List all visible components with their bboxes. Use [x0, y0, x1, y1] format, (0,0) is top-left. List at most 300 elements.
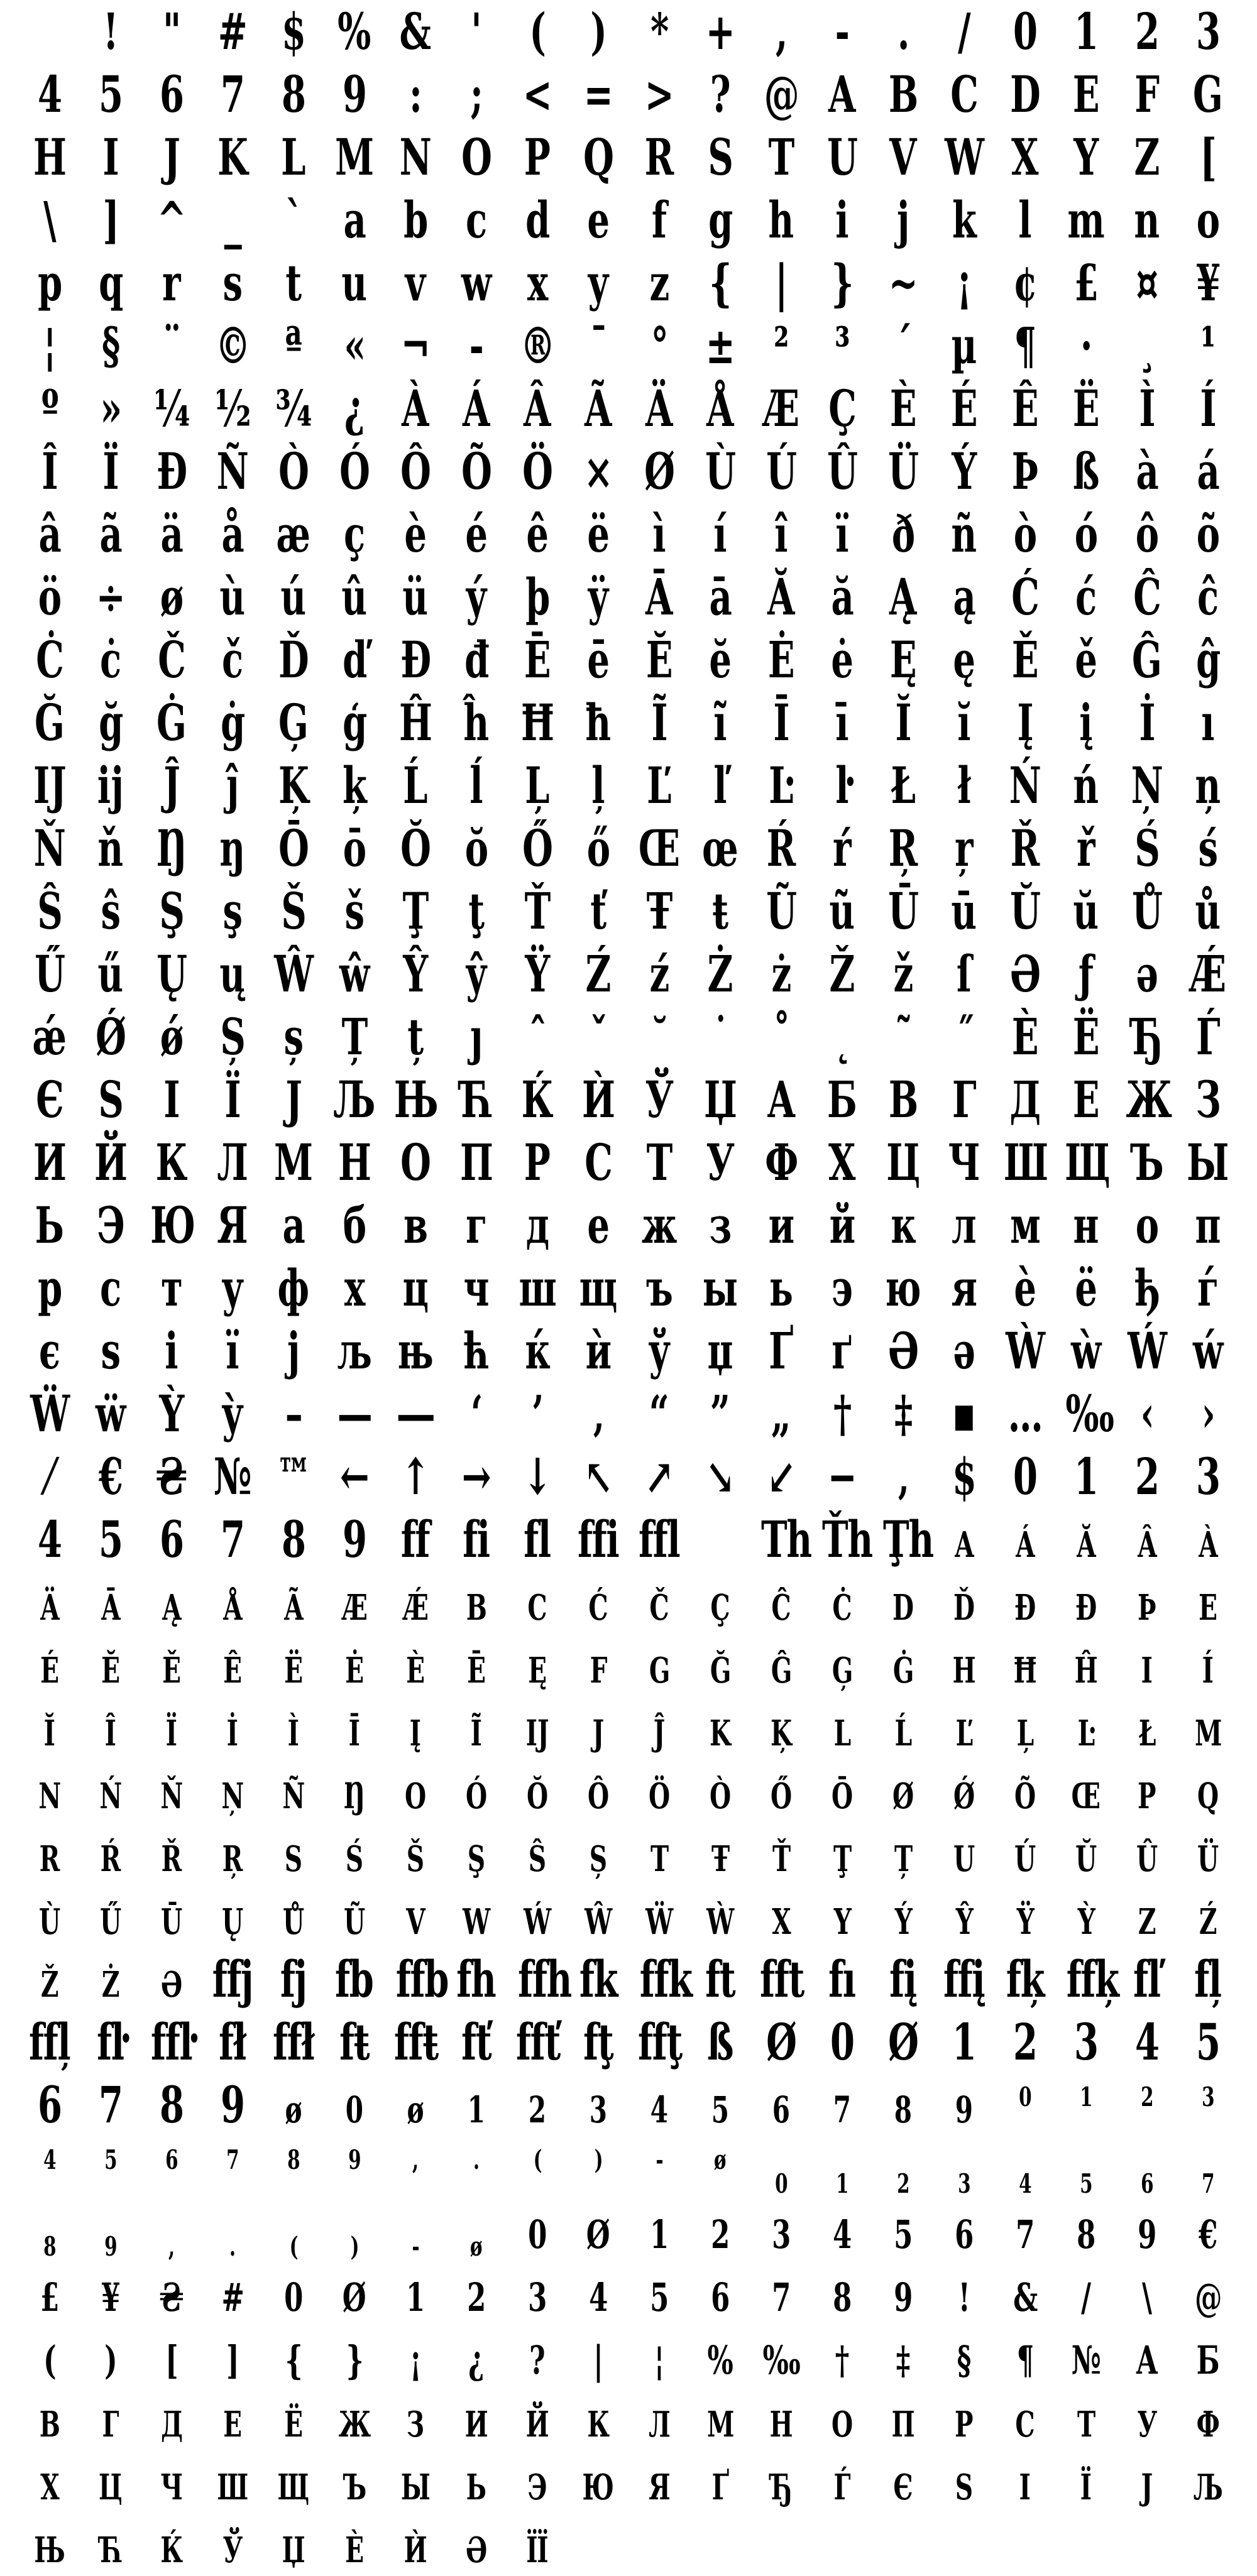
- glyph-cell: [507, 1508, 568, 1571]
- glyph-cell: [689, 2011, 750, 2073]
- glyph: I: [102, 128, 118, 187]
- glyph: k: [952, 190, 976, 249]
- glyph: ъ: [645, 1258, 672, 1318]
- glyph-cell: [1177, 1822, 1238, 1891]
- glyph-cell: [324, 440, 385, 503]
- glyph: ffb: [395, 1950, 448, 2009]
- glyph-cell: [446, 2136, 507, 2208]
- glyph: Ē: [524, 630, 551, 689]
- glyph: ĳ: [97, 756, 123, 815]
- glyph: #: [217, 2, 247, 61]
- glyph-cell: [80, 1822, 141, 1891]
- glyph: 2: [1134, 2, 1159, 61]
- glyph: ―: [398, 1384, 432, 1443]
- glyph-cell: [1055, 2262, 1116, 2329]
- glyph-cell: [507, 1319, 568, 1382]
- glyph-cell: [385, 2011, 446, 2073]
- glyph: Э: [527, 2467, 547, 2508]
- glyph-cell: [141, 2513, 202, 2576]
- glyph: ?: [710, 65, 730, 124]
- glyph: -: [469, 316, 483, 375]
- glyph-cell: [628, 188, 689, 251]
- glyph: Ĕ: [645, 630, 672, 689]
- glyph: Ø: [892, 1776, 913, 1817]
- glyph-cell: [689, 503, 750, 565]
- glyph-cell: [1116, 63, 1177, 126]
- glyph: ä: [160, 505, 182, 564]
- glyph: Ы: [400, 2467, 430, 2508]
- glyph-cell: [1055, 63, 1116, 126]
- glyph-cell: [80, 251, 141, 314]
- glyph: 0: [528, 2212, 546, 2257]
- glyph: Į: [410, 1713, 420, 1754]
- glyph-cell: [446, 0, 507, 63]
- glyph-cell: [811, 1068, 872, 1131]
- glyph: Đ: [400, 630, 431, 689]
- glyph-cell: [628, 1696, 689, 1765]
- glyph-cell: [141, 1319, 202, 1382]
- glyph-cell: [507, 126, 568, 188]
- glyph-cell: [202, 691, 263, 754]
- glyph-cell: [202, 126, 263, 188]
- glyph-cell: [811, 440, 872, 503]
- glyph: Ņ: [221, 1776, 243, 1817]
- glyph-cell: [933, 2011, 994, 2073]
- glyph-cell: [324, 1571, 385, 1639]
- glyph-row: [19, 126, 1238, 188]
- glyph-cell: [446, 754, 507, 817]
- glyph-cell: [811, 880, 872, 942]
- glyph-cell: [1116, 2262, 1177, 2329]
- glyph-cell: [1055, 1508, 1116, 1576]
- glyph-cell: [1177, 2011, 1238, 2073]
- glyph: z: [649, 253, 669, 312]
- glyph: ł: [957, 756, 970, 815]
- glyph: и: [768, 1196, 794, 1255]
- glyph: Ĭ: [895, 693, 911, 752]
- glyph-cell: [628, 754, 689, 817]
- glyph: Ґ: [769, 1321, 793, 1380]
- glyph-cell: [446, 1508, 507, 1571]
- glyph-cell: [994, 1634, 1055, 1702]
- glyph-row: [19, 2073, 1238, 2136]
- glyph-row: [19, 1131, 1238, 1194]
- glyph-cell: [1055, 691, 1116, 754]
- glyph: 0: [830, 2012, 854, 2071]
- glyph-cell: [263, 1382, 324, 1445]
- glyph-cell: [263, 1131, 324, 1194]
- glyph-cell: [689, 1948, 750, 2011]
- glyph: Í: [1200, 379, 1216, 438]
- glyph: ґ: [831, 1321, 853, 1380]
- glyph-cell: [1055, 1445, 1116, 1508]
- glyph: ): [590, 2, 607, 61]
- glyph: N: [399, 128, 431, 187]
- glyph-cell: [141, 1696, 202, 1765]
- glyph: [: [165, 2337, 178, 2383]
- glyph-cell: [750, 2011, 811, 2073]
- glyph-cell: [811, 2325, 872, 2392]
- glyph-cell: [811, 2450, 872, 2519]
- glyph-cell: [689, 2199, 750, 2266]
- glyph: Ќ: [160, 2530, 182, 2571]
- glyph: 2: [1140, 2082, 1153, 2112]
- glyph: ħ: [585, 693, 611, 752]
- glyph-cell: [568, 1634, 628, 1702]
- glyph-cell: [872, 2199, 933, 2266]
- glyph-cell: [507, 314, 568, 377]
- glyph: ь: [769, 1258, 793, 1318]
- glyph-cell: [1116, 1131, 1177, 1194]
- glyph: н: [1073, 1196, 1099, 1255]
- glyph-cell: [933, 188, 994, 251]
- glyph-cell: [811, 1696, 872, 1765]
- glyph-cell: [872, 2325, 933, 2392]
- glyph: ó: [1074, 505, 1097, 564]
- glyph: №: [213, 1447, 251, 1506]
- glyph: ā: [709, 567, 731, 626]
- glyph: ŝ: [101, 881, 120, 941]
- glyph-cell: [263, 1445, 324, 1508]
- glyph-cell: [324, 1194, 385, 1257]
- glyph-cell: [872, 1005, 933, 1068]
- glyph: ‚: [897, 1447, 909, 1506]
- glyph-cell: [19, 1257, 80, 1319]
- glyph: П: [891, 2404, 914, 2445]
- glyph: ě: [1075, 630, 1097, 689]
- glyph: Q: [583, 128, 613, 187]
- glyph-cell: [689, 1068, 750, 1131]
- glyph-cell: [750, 1759, 811, 1828]
- glyph: D: [1009, 65, 1040, 124]
- glyph-cell: [568, 1885, 628, 1953]
- glyph-cell: [202, 2388, 263, 2456]
- glyph: C: [950, 65, 978, 124]
- glyph: ћ: [463, 1321, 489, 1380]
- glyph-cell: [628, 942, 689, 1005]
- glyph: ´: [894, 316, 911, 375]
- glyph-cell: [80, 628, 141, 691]
- glyph: Ű: [34, 944, 65, 1003]
- glyph: q: [98, 253, 123, 312]
- glyph: щ: [579, 1258, 617, 1318]
- glyph-cell: [263, 0, 324, 63]
- glyph: Њ: [393, 1070, 438, 1129]
- glyph: з: [709, 1196, 731, 1255]
- glyph-cell: [19, 126, 80, 188]
- glyph: ø: [407, 2088, 424, 2131]
- glyph: ↑: [400, 1447, 430, 1506]
- glyph-cell: [446, 1948, 507, 2011]
- glyph-cell: [750, 2450, 811, 2519]
- glyph-cell: [19, 1571, 80, 1639]
- glyph: ˇ: [590, 1007, 607, 1066]
- glyph: Ň: [160, 1776, 182, 1817]
- glyph: ): [350, 2231, 358, 2262]
- glyph-cell: [568, 1696, 628, 1765]
- glyph-cell: [1177, 251, 1238, 314]
- glyph: 8: [833, 2274, 851, 2320]
- glyph: Ə: [1009, 944, 1040, 1003]
- glyph-cell: [80, 63, 141, 126]
- glyph: à: [1136, 442, 1158, 501]
- glyph: ”: [710, 1384, 730, 1443]
- glyph: Ỳ: [159, 1384, 184, 1443]
- glyph: E: [1199, 1587, 1217, 1629]
- glyph: į: [1079, 693, 1092, 752]
- glyph-cell: [19, 1131, 80, 1194]
- glyph: !: [102, 2, 118, 61]
- glyph: ffť: [515, 2012, 560, 2071]
- glyph-row: [19, 1822, 1238, 1885]
- glyph: ˚: [772, 1007, 789, 1066]
- glyph-cell: [385, 1759, 446, 1828]
- glyph: Ŕ: [100, 1838, 121, 1880]
- glyph: Ә: [466, 2530, 486, 2571]
- glyph: Ā: [101, 1587, 120, 1629]
- glyph: Î: [41, 442, 57, 501]
- glyph-cell: [202, 0, 263, 63]
- glyph-cell: [933, 126, 994, 188]
- glyph-cell: [507, 942, 568, 1005]
- glyph: Ш: [217, 2467, 248, 2508]
- glyph-cell: [750, 2136, 811, 2208]
- glyph: 9: [342, 65, 366, 124]
- glyph-cell: [385, 251, 446, 314]
- glyph-cell: [80, 2136, 141, 2208]
- glyph: Ţ: [833, 1838, 851, 1880]
- glyph-cell: [141, 2073, 202, 2136]
- glyph-cell: [1177, 2262, 1238, 2329]
- glyph: Ј: [1141, 2467, 1153, 2508]
- glyph: ¡: [956, 253, 972, 312]
- glyph: ű: [97, 944, 123, 1003]
- glyph: Ǿ: [95, 1007, 126, 1066]
- glyph: *: [650, 2, 668, 61]
- glyph-cell: [1116, 817, 1177, 880]
- glyph-cell: [202, 1571, 263, 1639]
- glyph-cell: [994, 126, 1055, 188]
- glyph: Ъ: [343, 2467, 366, 2508]
- glyph-cell: [385, 188, 446, 251]
- glyph-cell: [872, 2011, 933, 2073]
- glyph-cell: [750, 1885, 811, 1953]
- glyph-cell: [324, 565, 385, 628]
- glyph: ı: [1201, 693, 1214, 752]
- glyph-cell: [689, 1696, 750, 1765]
- glyph: H: [952, 1650, 975, 1691]
- glyph-cell: [19, 2513, 80, 2576]
- glyph-cell: [750, 188, 811, 251]
- glyph-cell: [1116, 2011, 1177, 2073]
- glyph-cell: [446, 628, 507, 691]
- glyph: 2: [529, 2088, 546, 2131]
- glyph-cell: [141, 1005, 202, 1068]
- glyph-cell: [263, 565, 324, 628]
- glyph: ẅ: [96, 1384, 125, 1443]
- glyph: Ŷ: [955, 1901, 972, 1943]
- glyph: 1: [1073, 2, 1098, 61]
- glyph-cell: [446, 503, 507, 565]
- glyph: Н: [769, 2404, 793, 2445]
- glyph: ,: [412, 2144, 418, 2175]
- glyph-cell: [80, 1131, 141, 1194]
- glyph: P: [1138, 1776, 1156, 1817]
- glyph-cell: [872, 2136, 933, 2208]
- glyph: Ў: [222, 2530, 242, 2571]
- glyph: Є: [893, 2467, 913, 2508]
- glyph: Э: [96, 1196, 124, 1255]
- glyph: !: [958, 2274, 970, 2320]
- glyph: ⁄: [47, 1447, 52, 1506]
- glyph-cell: [628, 2136, 689, 2208]
- glyph-cell: [1055, 2011, 1116, 2073]
- glyph: Ċ: [35, 630, 63, 689]
- glyph-cell: [933, 817, 994, 880]
- glyph-row: [19, 0, 1238, 63]
- glyph-cell: [263, 1822, 324, 1891]
- glyph: у: [221, 1258, 243, 1318]
- glyph-cell: [628, 440, 689, 503]
- glyph-cell: [507, 817, 568, 880]
- glyph-cell: [689, 1822, 750, 1891]
- glyph-cell: [385, 754, 446, 817]
- glyph-cell: [507, 251, 568, 314]
- glyph: ё: [1075, 1258, 1097, 1318]
- glyph: Y: [833, 1901, 850, 1943]
- glyph-cell: [324, 1068, 385, 1131]
- glyph-cell: [1177, 1319, 1238, 1382]
- glyph: ¤: [1136, 253, 1158, 312]
- glyph-cell: [385, 691, 446, 754]
- glyph: Ĵ: [163, 756, 180, 815]
- glyph: 2: [896, 2168, 909, 2199]
- glyph-cell: [1055, 2388, 1116, 2456]
- glyph-cell: [263, 880, 324, 942]
- glyph: Ŝ: [529, 1838, 546, 1880]
- glyph-cell: [446, 440, 507, 503]
- glyph-cell: [628, 2388, 689, 2456]
- glyph-cell: [689, 126, 750, 188]
- glyph-cell: [263, 1508, 324, 1571]
- glyph-cell: [750, 2325, 811, 2392]
- glyph-cell: [446, 2513, 507, 2576]
- glyph: Ū: [887, 881, 918, 941]
- glyph: Ċ: [832, 1587, 852, 1629]
- glyph-cell: [446, 1885, 507, 1953]
- glyph-cell: [628, 1257, 689, 1319]
- glyph-cell: [1116, 628, 1177, 691]
- glyph-cell: [1055, 1194, 1116, 1257]
- glyph-cell: [19, 1382, 80, 1445]
- glyph-cell: [750, 2073, 811, 2141]
- glyph-cell: [933, 1948, 994, 2011]
- glyph-cell: [19, 1634, 80, 1702]
- glyph: ,: [168, 2231, 174, 2262]
- glyph: →: [461, 1447, 491, 1506]
- glyph-cell: [1177, 691, 1238, 754]
- glyph-cell: [872, 1634, 933, 1702]
- glyph-cell: [811, 2136, 872, 2208]
- glyph-cell: [1116, 2325, 1177, 2392]
- glyph: ą: [953, 567, 975, 626]
- glyph: В: [39, 2404, 60, 2445]
- glyph: ˛: [833, 1007, 850, 1066]
- glyph: fķ: [1006, 1950, 1044, 2009]
- glyph-cell: [141, 126, 202, 188]
- glyph: х: [344, 1258, 365, 1318]
- glyph: ): [594, 2144, 602, 2175]
- glyph: Ä: [40, 1587, 59, 1629]
- glyph-cell: [324, 1822, 385, 1891]
- glyph-cell: [1177, 440, 1238, 503]
- glyph-cell: [324, 880, 385, 942]
- glyph-cell: [80, 1571, 141, 1639]
- glyph-cell: [872, 1382, 933, 1445]
- glyph: j: [897, 190, 909, 249]
- glyph: Ń: [99, 1776, 121, 1817]
- glyph: 5: [711, 2088, 728, 2131]
- glyph-cell: [994, 2073, 1055, 2145]
- glyph: ↓: [522, 1447, 552, 1506]
- glyph: }: [831, 253, 853, 312]
- glyph: 5: [1079, 2168, 1092, 2199]
- glyph-cell: [1177, 1257, 1238, 1319]
- glyph: Æ: [341, 1587, 367, 1629]
- glyph-cell: [141, 754, 202, 817]
- glyph: fh: [456, 1950, 496, 2009]
- glyph: J: [592, 1713, 604, 1754]
- glyph-cell: [1116, 377, 1177, 440]
- glyph: fk: [579, 1950, 617, 2009]
- glyph-cell: [141, 1634, 202, 1702]
- glyph: ђ: [1134, 1258, 1159, 1318]
- glyph: 2: [1134, 1447, 1159, 1506]
- glyph: Ŷ: [403, 944, 427, 1003]
- glyph-cell: [872, 2262, 933, 2329]
- glyph-cell: [507, 440, 568, 503]
- glyph-cell: [385, 1382, 446, 1445]
- glyph: І: [163, 1070, 179, 1129]
- glyph: Ș: [590, 1838, 607, 1880]
- glyph: -: [835, 2, 849, 61]
- glyph: ▪: [952, 1384, 975, 1443]
- glyph: §: [957, 2337, 971, 2383]
- glyph-cell: [811, 2011, 872, 2073]
- glyph: Ź: [1199, 1901, 1217, 1943]
- glyph: ˝: [955, 1007, 972, 1066]
- glyph: ¡: [409, 2337, 421, 2383]
- glyph-cell: [324, 628, 385, 691]
- glyph-row: [19, 1005, 1238, 1068]
- glyph-cell: [628, 314, 689, 377]
- glyph-cell: [446, 817, 507, 880]
- glyph: †: [833, 1384, 851, 1443]
- glyph-cell: [811, 628, 872, 691]
- glyph-cell: [507, 1194, 568, 1257]
- glyph-cell: [263, 1948, 324, 2011]
- glyph-cell: [1116, 1319, 1177, 1382]
- glyph-cell: [80, 1068, 141, 1131]
- glyph-cell: [80, 503, 141, 565]
- glyph-cell: [141, 880, 202, 942]
- glyph-cell: [19, 1005, 80, 1068]
- glyph-cell: [689, 880, 750, 942]
- glyph-row: [19, 1382, 1238, 1445]
- glyph-cell: [1177, 1571, 1238, 1639]
- glyph: Ę: [889, 630, 916, 689]
- glyph: Ç: [828, 379, 856, 438]
